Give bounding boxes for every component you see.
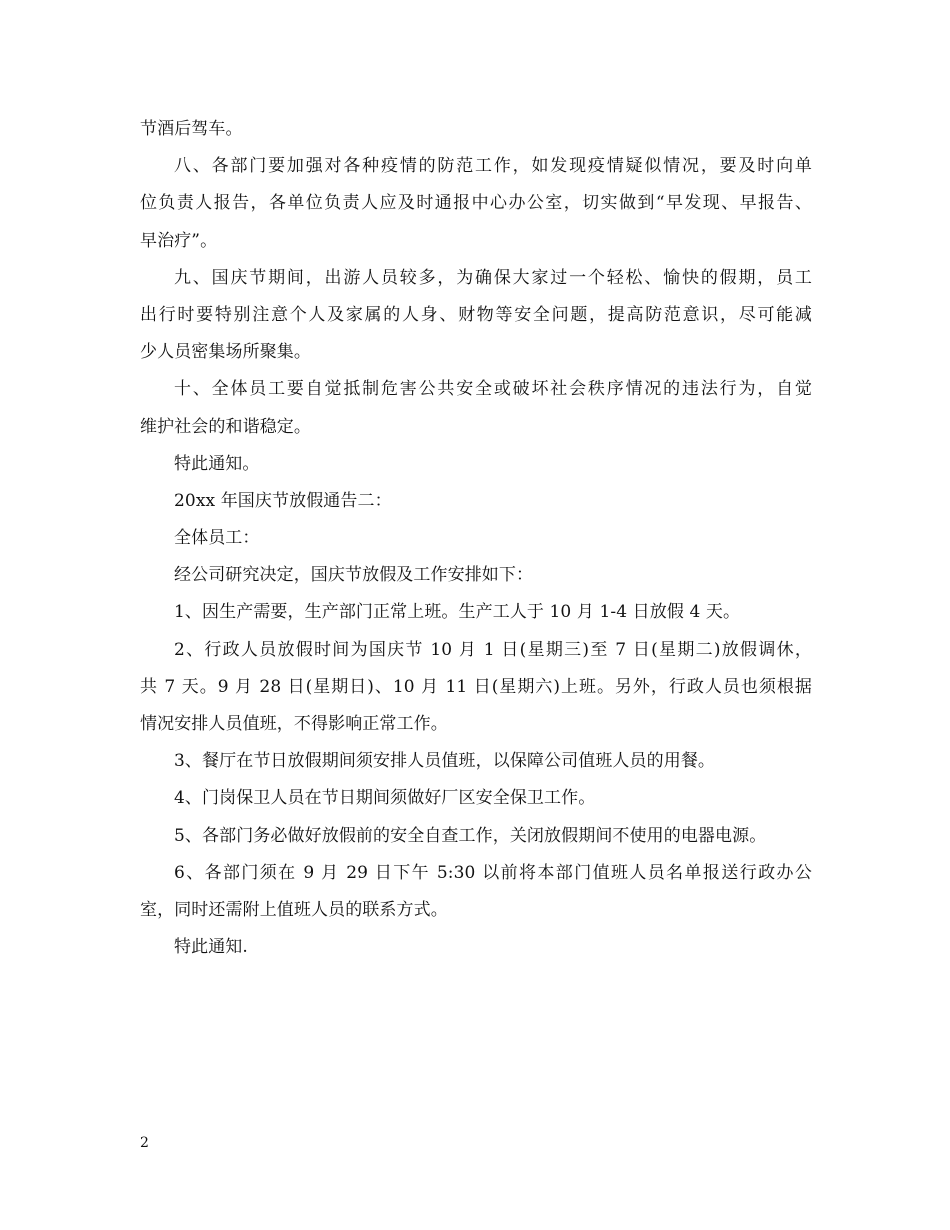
text-line: 经公司研究决定，国庆节放假及工作安排如下： bbox=[174, 565, 534, 586]
text-line: 情况安排人员值班，不得影响正常工作。 bbox=[140, 714, 448, 734]
text-line: 特此通知。 bbox=[174, 453, 260, 474]
document-body bbox=[140, 111, 812, 966]
closing-line: 特此通知. bbox=[174, 937, 248, 958]
text-line: 5、各部门务必做好放假前的安全自查工作，关闭放假期间不使用的电器电源。 bbox=[174, 825, 767, 846]
text-line: 2、行政人员放假时间为国庆节 10 月 1 日(星期三)至 7 日(星期二)放假调休， bbox=[174, 639, 812, 660]
text-line: 早治疗”。 bbox=[140, 230, 218, 251]
text-line: 出行时要特别注意个人及家属的人身、财物等安全问题，提高防范意识，尽可能减 bbox=[140, 304, 812, 325]
text-line: 位负责人报告，各单位负责人应及时通报中心办公室，切实做到“早发现、早报告、 bbox=[140, 193, 812, 214]
text-line: 少人员密集场所聚集。 bbox=[140, 342, 311, 363]
text-line: 八、各部门要加强对各种疫情的防范工作，如发现疫情疑似情况，要及时向单 bbox=[174, 156, 812, 177]
text-line: 4、门岗保卫人员在节日期间须做好厂区安全保卫工作。 bbox=[174, 788, 596, 809]
text-line: 6、各部门须在 9 月 29 日下午 5:30 以前将本部门值班人员名单报送行政办公 bbox=[174, 862, 812, 883]
page-number: 2 bbox=[140, 1135, 149, 1151]
text-line: 节酒后驾车。 bbox=[140, 119, 243, 139]
text-line: 共 7 天。9 月 28 日(星期日)、10 月 11 日(星期六)上班。另外，行政人员也须根据 bbox=[140, 676, 812, 697]
section-heading: 20xx 年国庆节放假通告二： bbox=[174, 490, 392, 511]
text-line: 室，同时还需附上值班人员的联系方式。 bbox=[140, 899, 448, 920]
text-line: 维护社会的和谐稳定。 bbox=[140, 416, 311, 437]
text-line: 3、餐厅在节日放假期间须安排人员值班，以保障公司值班人员的用餐。 bbox=[174, 751, 716, 772]
text-line: 1、因生产需要，生产部门正常上班。生产工人于 10 月 1-4 日放假 4 天。 bbox=[174, 602, 741, 623]
text-line: 十、全体员工要自觉抵制危害公共安全或破坏社会秩序情况的违法行为，自觉 bbox=[174, 379, 812, 400]
salutation: 全体员工： bbox=[174, 528, 260, 549]
text-line: 九、国庆节期间，出游人员较多，为确保大家过一个轻松、愉快的假期，员工 bbox=[174, 267, 812, 288]
